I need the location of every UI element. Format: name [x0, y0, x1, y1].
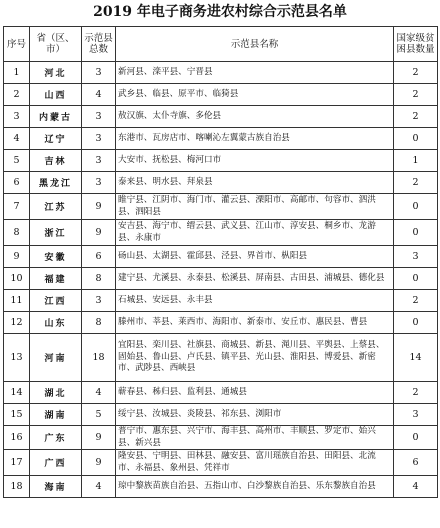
row-counties: 砀山县、太湖县、霍邱县、泾县、界首市、枞阳县 [116, 246, 394, 268]
table-row [4, 172, 438, 194]
row-counties: 安吉县、海宁市、缙云县、武义县、江山市、淳安县、桐乡市、龙游县、永康市 [116, 220, 394, 246]
row-seq: 5 [4, 150, 30, 172]
row-counties: 普宁市、惠东县、兴宁市、海丰县、高州市、丰顺县、罗定市、始兴县、新兴县 [116, 426, 394, 450]
table-row [4, 220, 438, 246]
row-counties: 绥宁县、汝城县、炎陵县、祁东县、浏阳市 [116, 404, 394, 426]
row-poor-count: 0 [394, 312, 438, 334]
row-count: 5 [82, 404, 116, 426]
table-row [4, 106, 438, 128]
row-province: 广东 [30, 426, 82, 450]
table-row [4, 404, 438, 426]
row-count: 8 [82, 268, 116, 290]
table-row [4, 150, 438, 172]
row-count: 9 [82, 194, 116, 220]
table-row [4, 290, 438, 312]
row-province: 内蒙古 [30, 106, 82, 128]
row-seq: 13 [4, 334, 30, 382]
header-names: 示范县名称 [116, 27, 394, 62]
row-poor-count: 2 [394, 290, 438, 312]
row-counties: 滕州市、莘县、莱西市、海阳市、新泰市、安丘市、惠民县、曹县 [116, 312, 394, 334]
row-seq: 1 [4, 62, 30, 84]
header-province: 省（区、市） [30, 27, 82, 62]
table-body [4, 62, 438, 498]
row-seq: 9 [4, 246, 30, 268]
table-row [4, 426, 438, 450]
row-poor-count: 3 [394, 404, 438, 426]
table-row [4, 476, 438, 498]
row-province: 辽宁 [30, 128, 82, 150]
row-count: 3 [82, 106, 116, 128]
row-counties: 大安市、抚松县、梅河口市 [116, 150, 394, 172]
row-seq: 15 [4, 404, 30, 426]
row-poor-count: 0 [394, 194, 438, 220]
row-province: 湖北 [30, 382, 82, 404]
row-poor-count: 2 [394, 62, 438, 84]
row-poor-count: 2 [394, 106, 438, 128]
row-count: 18 [82, 334, 116, 382]
row-province: 江西 [30, 290, 82, 312]
row-counties: 敖汉旗、太仆寺旗、多伦县 [116, 106, 394, 128]
row-count: 3 [82, 290, 116, 312]
row-count: 3 [82, 172, 116, 194]
row-count: 6 [82, 246, 116, 268]
row-province: 山西 [30, 84, 82, 106]
table-row [4, 84, 438, 106]
page-title: 2019 年电子商务进农村综合示范县名单 [93, 4, 347, 20]
row-province: 广西 [30, 450, 82, 476]
row-seq: 16 [4, 426, 30, 450]
row-count: 3 [82, 150, 116, 172]
row-count: 3 [82, 128, 116, 150]
row-seq: 4 [4, 128, 30, 150]
row-seq: 10 [4, 268, 30, 290]
row-poor-count: 6 [394, 450, 438, 476]
row-count: 4 [82, 476, 116, 498]
header-poor: 国家级贫困县数量 [394, 27, 438, 62]
header-count: 示范县总数 [82, 27, 116, 62]
row-counties: 宜阳县、栾川县、社旗县、商城县、新县、渑川县、平舆县、上蔡县、固始县、鲁山县、卢氏县、镇平县、光山县、淮阳县、博爱县、新密市、武陟县、西峡县 [116, 334, 394, 382]
row-seq: 2 [4, 84, 30, 106]
table-row [4, 128, 438, 150]
row-province: 黑龙江 [30, 172, 82, 194]
row-seq: 8 [4, 220, 30, 246]
row-counties: 泰来县、明水县、拜泉县 [116, 172, 394, 194]
row-seq: 11 [4, 290, 30, 312]
table-row [4, 62, 438, 84]
table-row [4, 450, 438, 476]
row-counties: 睢宁县、江阴市、海门市、灌云县、溧阳市、高邮市、句容市、泗洪县、泗阳县 [116, 194, 394, 220]
row-province: 河南 [30, 334, 82, 382]
row-poor-count: 0 [394, 268, 438, 290]
row-counties: 蕲春县、秭归县、监利县、通城县 [116, 382, 394, 404]
row-poor-count: 0 [394, 426, 438, 450]
row-count: 9 [82, 220, 116, 246]
table-header-row [4, 27, 438, 62]
row-poor-count: 0 [394, 128, 438, 150]
row-province: 浙江 [30, 220, 82, 246]
row-poor-count: 2 [394, 382, 438, 404]
row-counties: 武乡县、临县、原平市、临猗县 [116, 84, 394, 106]
row-province: 湖南 [30, 404, 82, 426]
row-province: 安徽 [30, 246, 82, 268]
row-province: 福建 [30, 268, 82, 290]
row-poor-count: 1 [394, 150, 438, 172]
row-counties: 新河县、滦平县、宁晋县 [116, 62, 394, 84]
row-seq: 14 [4, 382, 30, 404]
row-poor-count: 4 [394, 476, 438, 498]
row-count: 4 [82, 382, 116, 404]
row-seq: 12 [4, 312, 30, 334]
row-count: 9 [82, 450, 116, 476]
row-seq: 18 [4, 476, 30, 498]
row-province: 吉林 [30, 150, 82, 172]
row-seq: 6 [4, 172, 30, 194]
table-row [4, 382, 438, 404]
table-row [4, 246, 438, 268]
row-province: 山东 [30, 312, 82, 334]
row-seq: 3 [4, 106, 30, 128]
row-province: 江苏 [30, 194, 82, 220]
row-province: 河北 [30, 62, 82, 84]
row-count: 8 [82, 312, 116, 334]
table-row [4, 312, 438, 334]
row-poor-count: 2 [394, 84, 438, 106]
row-seq: 7 [4, 194, 30, 220]
row-counties: 琼中黎族苗族自治县、五指山市、白沙黎族自治县、乐东黎族自治县 [116, 476, 394, 498]
row-seq: 17 [4, 450, 30, 476]
row-poor-count: 14 [394, 334, 438, 382]
row-poor-count: 2 [394, 172, 438, 194]
row-counties: 隆安县、宁明县、田林县、融安县、富川瑶族自治县、田阳县、北流市、永福县、象州县、凭祥市 [116, 450, 394, 476]
row-poor-count: 3 [394, 246, 438, 268]
row-counties: 石城县、安远县、永丰县 [116, 290, 394, 312]
table-row [4, 194, 438, 220]
header-seq: 序号 [4, 27, 30, 62]
row-poor-count: 0 [394, 220, 438, 246]
row-counties: 东港市、瓦房店市、喀喇沁左翼蒙古族自治县 [116, 128, 394, 150]
row-province: 海南 [30, 476, 82, 498]
table-row [4, 268, 438, 290]
county-table [3, 26, 438, 498]
row-count: 3 [82, 62, 116, 84]
row-counties: 建宁县、尤溪县、永泰县、松溪县、屏南县、古田县、浦城县、德化县 [116, 268, 394, 290]
row-count: 9 [82, 426, 116, 450]
table-row [4, 334, 438, 382]
row-count: 4 [82, 84, 116, 106]
